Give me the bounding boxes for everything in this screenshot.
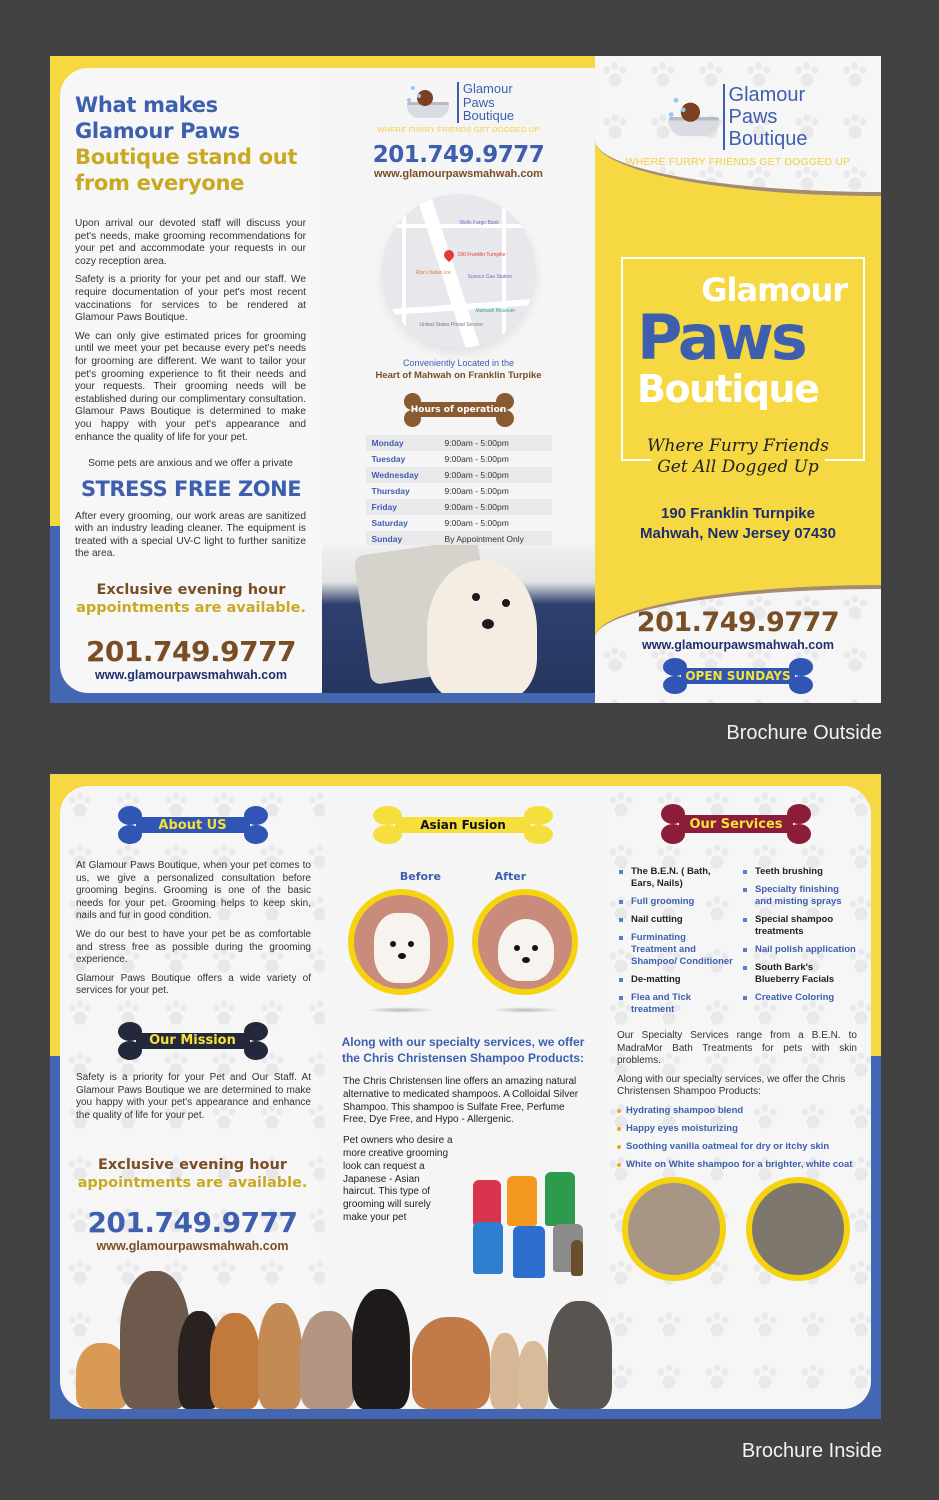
list-item: The B.E.N. ( Bath, Ears, Nails) [619, 866, 733, 890]
paragraph: We can only give estimated prices for grooming until we meet your pet because every pet's needs for grooming are different. We want to tailor your pet's grooming experience to fit their needs and your requests. Their grooming needs will be established during our complimentary consultation. Glamour Paws Boutique is determined to make you happy with your pet's appearance and enhance the quality of life for your pet. [75, 330, 306, 443]
phone-number[interactable]: 201.749.9777 [87, 1206, 298, 1240]
phone-number[interactable]: 201.749.9777 [636, 607, 840, 638]
before-label: Before [399, 870, 441, 883]
paragraph: Upon arrival our devoted staff will discuss your pet's needs, make grooming recommendations for your pet and accommodate your requests in our cozy reception area. [75, 218, 306, 267]
title-frame [621, 257, 865, 461]
list-item: Teeth brushing [743, 866, 857, 878]
hours-table [366, 435, 552, 547]
website-link[interactable]: www.glamourpawsmahwah.com [96, 1239, 289, 1254]
tagline: WHERE FURRY FRIENDS GET DOGGED UP [625, 156, 851, 168]
exclusive-hours: Exclusive evening hour appointments are available. [76, 582, 306, 617]
our-mission-bone-badge: Our Mission [118, 1022, 268, 1060]
located-line-bold: Heart of Mahwah on Franklin Turpike [375, 369, 542, 381]
phone-number[interactable]: 201.749.9777 [85, 635, 297, 669]
list-item: Specialty finishing and misting sprays [743, 884, 857, 908]
hours-bone-badge: Hours of operation [404, 393, 514, 427]
owners-paragraph: Pet owners who desire a more creative grooming look can request a Japanese - Asian haircut. This type of grooming will surely make your pet [343, 1135, 453, 1223]
after-photo [472, 889, 578, 995]
along-with-heading: Along with our specialty services, we offer the Chris Christensen Shampoo Products: [341, 1035, 585, 1065]
table-row: Wednesday 9:00am - 5:00pm [366, 467, 552, 483]
services-list [601, 866, 871, 1022]
dog-bath-icon [664, 93, 724, 141]
title-boutique: Boutique [637, 367, 819, 411]
after-label: After [494, 870, 527, 883]
products-list [601, 1105, 871, 1171]
maltese-dog-photo [322, 545, 595, 693]
logo: Glamour Paws Boutique [322, 82, 595, 123]
before-photo [348, 889, 454, 995]
tagline: WHERE FURRY FRIENDS GET DOGGED UP [377, 124, 540, 134]
brochure-inside [50, 774, 881, 1419]
paragraph: Safety is a priority for your pet and our staff. We require documentation of your pet's most recent vaccinations for services to be rendered at Glamour Paws Boutique. [75, 274, 306, 324]
asian-fusion-bone-badge: Asian Fusion [373, 806, 553, 844]
table-row: Sunday By Appointment Only [366, 531, 552, 547]
table-row: Thursday 9:00am - 5:00pm [371, 485, 509, 496]
chris-christensen-paragraph: The Chris Christensen line offers an amazing natural alternative to medicated shampoos. A Colloidal Silver Shampoo. This shampoo is Sulfate Free, Perfume Free, Dye Free, and Hypo - Allergenic. [343, 1076, 579, 1126]
title-paws: Paws [637, 301, 805, 374]
paragraph: We do our best to have your pet be as comfortable and stress free as possible during the grooming experience. [76, 928, 311, 966]
paragraph: Glamour Paws Boutique offers a wide variety of services for your pet. [76, 972, 311, 997]
phone-number[interactable]: 201.749.9777 [372, 141, 545, 168]
table-row: Friday 9:00am - 5:00pm [366, 499, 552, 515]
exclusive-hours: Exclusive evening hour appointments are available. [77, 1157, 308, 1192]
website-link[interactable]: www.glamourpawsmahwah.com [95, 668, 287, 683]
dog-bath-icon [403, 82, 453, 122]
script-tagline: Where Furry Friends Get All Dogged Up [595, 436, 881, 478]
brochure-outside [50, 56, 881, 703]
open-sundays-badge: OPEN SUNDAYS [663, 658, 813, 694]
table-row: Tuesday 9:00am - 5:00pm [371, 453, 509, 464]
along-paragraph: Along with our specialty services, we offer the Chris Christensen Shampoo Products: [617, 1073, 846, 1098]
address: 190 Franklin Turnpike Mahwah, New Jersey 07430 [640, 505, 836, 542]
list-item: Nail cutting [619, 914, 733, 926]
title-glamour: Glamour [701, 271, 847, 309]
table-row: Monday 9:00am - 5:00pm [366, 435, 552, 451]
list-item: Happy eyes moisturizing [617, 1123, 857, 1135]
list-item: Full grooming [619, 896, 733, 908]
list-item: South Bark's Blueberry Facials [743, 962, 857, 986]
list-item: Special shampoo treatments [743, 914, 857, 938]
logo: Glamour Paws Boutique [595, 84, 881, 150]
website-link[interactable]: www.glamourpawsmahwah.com [642, 638, 834, 652]
specialty-paragraph: Our Specialty Services range from a B.E.N. to MadraMor Bath Treatments for pets with skin problems. [617, 1030, 857, 1067]
our-services-bone-badge: Our Services [661, 804, 811, 844]
outside-left-panel [60, 68, 322, 693]
list-item: White on White shampoo for a brighter, white coat [617, 1159, 857, 1171]
list-item: Nail polish application [743, 944, 857, 956]
list-item: Creative Coloring [743, 992, 857, 1004]
outside-cover-panel [595, 56, 881, 703]
list-item: Flea and Tick treatment [619, 992, 733, 1016]
located-line: Conveniently Located in the [402, 357, 515, 368]
location-map[interactable]: 190 Franklin Turnpike Rita's Italian Ice Sunoco Gas Station Wells Fargo Bank Mahwah Museum United States Postal Service [382, 194, 536, 348]
caption-inside: Brochure Inside [741, 1440, 882, 1462]
sanitize-paragraph: After every grooming, our work areas are sanitized with an industry leading cleaner. The equipment is treated with a special UV-C light to further sanitize the area. [75, 510, 306, 560]
mission-paragraph: Safety is a priority for your Pet and Our Staff. At Glamour Paws Boutique we are determined to make you happy with your pet's appearance and enhance the quality of life for your pet. [76, 1071, 311, 1121]
paragraph: At Glamour Paws Boutique, when your pet comes to us, we give a personalized consultation before grooming begins. Grooming is one of the basic needs for your pet. Grooming helps to keep skin, nails and fur in good condition. [76, 860, 311, 922]
stress-free-zone-title: STRESS FREE ZONE [80, 476, 302, 501]
stress-lead: Some pets are anxious and we offer a private [88, 458, 293, 470]
standout-headline: What makes Glamour Paws Boutique stand out from everyone [75, 93, 298, 195]
outside-middle-panel [322, 68, 595, 693]
about-us-bone-badge: About US [118, 806, 268, 844]
caption-outside: Brochure Outside [726, 722, 882, 744]
list-item: Soothing vanilla oatmeal for dry or itchy skin [617, 1141, 857, 1153]
list-item: De-matting [619, 974, 733, 986]
list-item: Furminating Treatment and Shampoo/ Conditioner [619, 932, 733, 968]
dogs-lineup-photo [60, 1259, 871, 1409]
list-item: Hydrating shampoo blend [617, 1105, 857, 1117]
website-link[interactable]: www.glamourpawsmahwah.com [374, 167, 543, 180]
table-row: Saturday 9:00am - 5:00pm [371, 517, 509, 528]
